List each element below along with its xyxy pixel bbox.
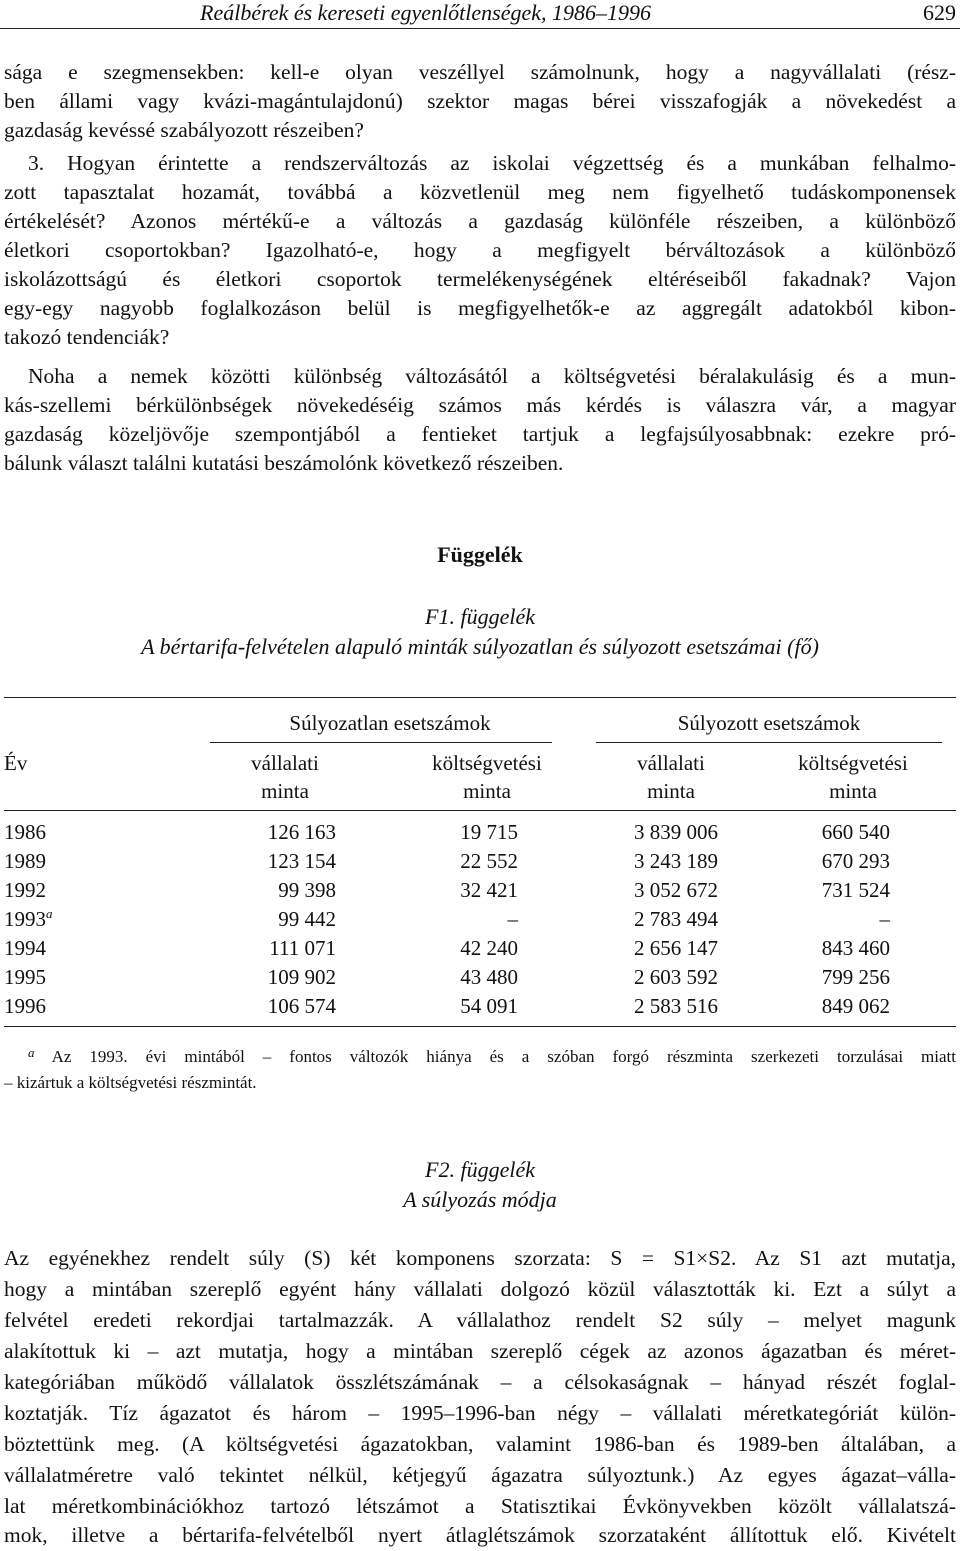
year-cell: 1995 [4,965,46,989]
value-cell: 3 243 189 [634,849,718,873]
body-line: bálunk választ találni kutatási beszámolónk következő részeiben. [4,451,564,475]
year-cell: 1986 [4,820,46,844]
value-cell: 32 421 [460,878,518,902]
value-cell: 22 552 [460,849,518,873]
group-header-unweighted: Súlyozatlan esetszámok [289,711,491,735]
year-cell: 1989 [4,849,46,873]
value-cell: 3 052 672 [634,878,718,902]
body-line: mok, illetve a bértarifa-felvételből nyert átlaglétszámok szorzataként állítottuk elő. Kivételt [4,1523,956,1547]
appendix-heading: Függelék [437,542,523,567]
year-cell: 1993$^a$ [4,906,53,931]
footnote-marker: a [28,1045,35,1060]
group-rule-weighted [596,742,942,743]
value-cell: 126 163 [267,820,336,844]
body-line: Az egyénekhez rendelt súly (S) két komponens szorzata: S = S1×S2. Az S1 azt mutatja, [4,1246,956,1270]
value-cell: 849 062 [821,994,890,1018]
year-cell: 1996 [4,994,46,1018]
body-line: koztatják. Tíz ágazatot és három – 1995–1996-ban négy – vállalati méretkategóriát külön- [4,1401,956,1425]
body-line: életkori csoportokban? Igazolható-e, hogy a megfigyelt bérváltozások a különböző [4,238,956,262]
body-line: gazdaság kevéssé szabályozott részeiben? [4,118,364,142]
value-cell: 54 091 [460,994,518,1018]
running-header [0,0,960,29]
year-cell: 1992 [4,878,46,902]
value-cell: 19 715 [460,820,518,844]
col-header-line: minta [261,779,309,803]
body-line: iskolázottságú és életkori csoportok termelékenységének eltéréseiből fakadnak? Vajon [4,267,956,291]
f2-title: A súlyozás módja [403,1187,557,1212]
value-cell: 3 839 006 [634,820,718,844]
group-header-weighted: Súlyozott esetszámok [677,711,861,735]
body-line: egy-egy nagyobb foglalkozáson belül is megfigyelhetők-e az aggregált adatokból kibon- [4,296,956,320]
value-cell: 111 071 [269,936,336,960]
body-line: kás-szellemi bérkülönbségek növekedéséig számos más kérdés is válaszra vár, a magyar [4,393,956,417]
body-line: felvétel eredeti rekordjai tartalmazzák. A vállalathoz rendelt S2 súly – melyet magunk [4,1308,956,1332]
body-line: lat méretkombinációkhoz tartozó létszámot a Statisztikai Évkönyvekben közölt vállalatszá- [4,1494,956,1518]
body-line: értékelését? Azonos mértékű-e a változás a gazdaság különféle részeiben, a különböző [4,209,956,233]
body-line: 3. Hogyan érintette a rendszerváltozás az iskolai végzettség és a munkában felhalmo- [28,151,956,175]
body-line: ben állami vagy kvázi-magántulajdonú) szektor magas bérei visszafogják a növekedést a [4,89,956,113]
header-bottom-rule [4,810,956,811]
value-cell: 670 293 [821,849,890,873]
col-header-line: költségvetési [432,751,542,775]
value-cell: 43 480 [460,965,518,989]
body-line: böztettünk meg. (A költségvetési ágazatokban, valamint 1986-ban és 1989-ben általában, a [4,1432,956,1456]
body-line: Noha a nemek közötti különbség változásától a költségvetési béralakulásig és a mun- [28,364,956,388]
value-cell: 123 154 [267,849,336,873]
body-line: zott tapasztalat hozamát, továbbá a közvetlenül meg nem figyelhető tudáskomponensek [4,180,956,204]
body-line: sága e szegmensekben: kell-e olyan veszéllyel számolnunk, hogy a nagyvállalati (rész- [4,60,956,84]
value-cell: 2 583 516 [634,994,718,1018]
footnote-marker: a [46,906,53,921]
col-header-line: vállalati [637,751,705,775]
value-cell: 2 656 147 [634,936,718,960]
body-line: alakítottuk ki – azt mutatja, hogy a mintában szereplő cégek az azonos ágazatban és méret- [4,1339,956,1363]
body-line: hogy a mintában szereplő egyént hány vállalati dolgozó közül választották ki. Ezt a súlyt a [4,1277,956,1301]
value-cell: 2 783 494 [634,907,718,931]
group-rule-unweighted [210,742,552,743]
footnote-line: – kizártuk a költségvetési részmintát. [4,1073,257,1092]
body-line: vállalatméretre való tekintet nélkül, kétjegyű ágazatra súlyoztunk.) Az egyes ágazat–válla- [4,1463,956,1487]
year-cell: 1994 [4,936,46,960]
value-cell: 731 524 [821,878,890,902]
value-cell: 99 442 [278,907,336,931]
value-cell: 99 398 [278,878,336,902]
year-column-header: Év [4,751,28,775]
f1-title: A bértarifa-felvételen alapuló minták súlyozatlan és súlyozott esetszámai (fő) [141,634,819,659]
table-top-rule [4,697,956,698]
col-header-line: minta [829,779,877,803]
value-cell: 2 603 592 [634,965,718,989]
col-header-line: költségvetési [798,751,908,775]
value-cell: – [507,907,518,931]
body-line: gazdaság közeljövője szempontjából a fentieket tartjuk a legfajsúlyosabbnak: ezekre pró- [4,422,956,446]
table-bottom-rule [4,1026,956,1027]
col-header-line: vállalati [251,751,319,775]
col-header-line: minta [463,779,511,803]
value-cell: 42 240 [460,936,518,960]
value-cell: 843 460 [821,936,890,960]
value-cell: 660 540 [821,820,890,844]
f2-label: F2. függelék [425,1157,535,1182]
value-cell: 799 256 [821,965,890,989]
value-cell: 106 574 [267,994,336,1018]
body-line: kategóriában működő vállalatok összlétszámának – a célsokaságnak – hányad részét foglal- [4,1370,956,1394]
footnote-line: $^a$ Az 1993. évi mintából – fontos változók hiánya és a szóban forgó részminta szerkezeti torzulásai miatt [28,1045,956,1066]
value-cell: – [879,907,890,931]
col-header-line: minta [647,779,695,803]
body-line: takozó tendenciák? [4,325,170,349]
value-cell: 109 902 [267,965,336,989]
f1-label: F1. függelék [425,604,535,629]
running-title: Reálbérek és kereseti egyenlőtlenségek, 1986–1996 [200,0,652,25]
page-number: 629 [923,0,956,25]
